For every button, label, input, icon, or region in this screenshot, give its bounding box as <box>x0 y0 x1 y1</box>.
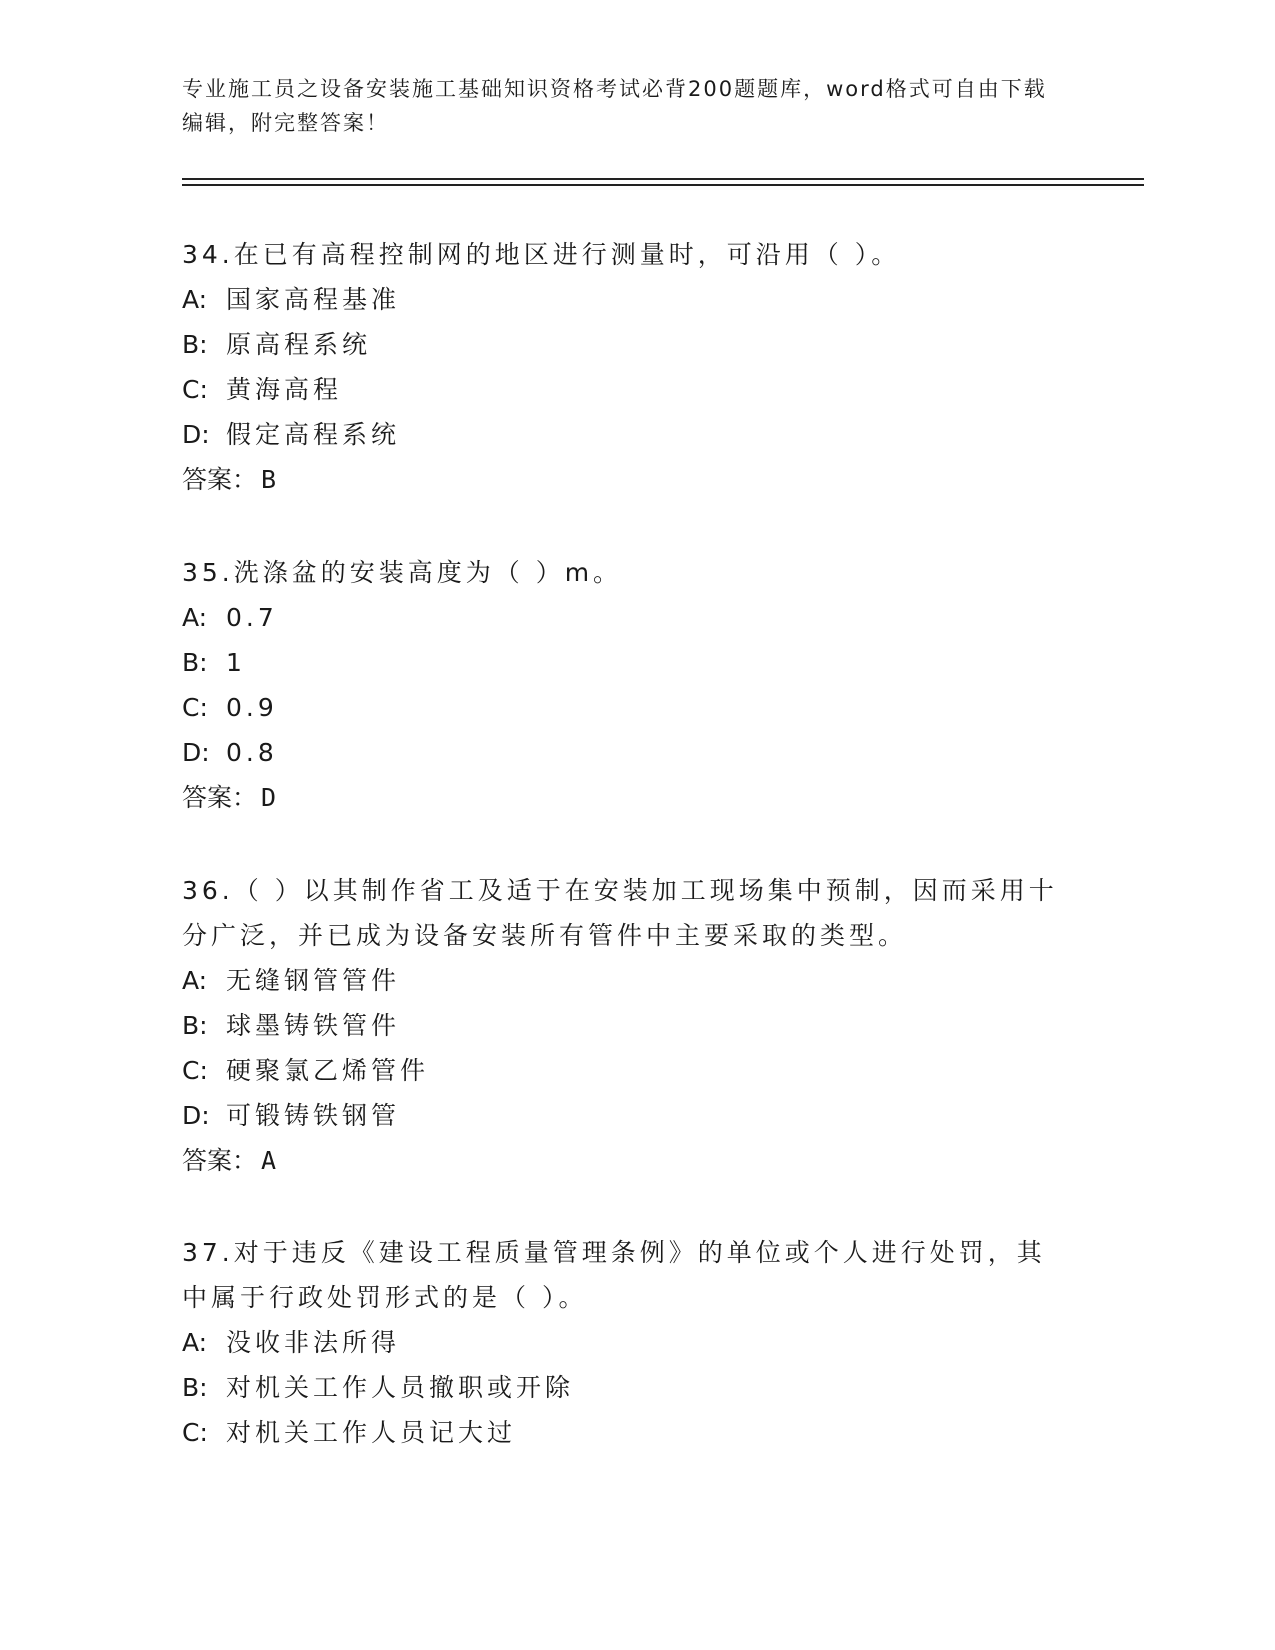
answer-line <box>182 457 1062 502</box>
answer-line <box>182 775 1062 820</box>
option-key: A: <box>182 603 208 632</box>
header-divider-bottom <box>182 184 1144 186</box>
option-text: 假定高程系统 <box>226 420 401 449</box>
option-text: 0.7 <box>226 603 278 632</box>
option-text: 可锻铸铁钢管 <box>226 1101 401 1130</box>
option-text: 对机关工作人员记大过 <box>226 1418 517 1447</box>
option-a <box>182 595 1062 640</box>
option-a <box>182 1320 1062 1365</box>
question-34 <box>182 232 1062 502</box>
option-key: C: <box>182 693 208 722</box>
option-text: 无缝钢管管件 <box>226 966 401 995</box>
answer-line <box>182 1138 1062 1183</box>
option-a <box>182 958 1062 1003</box>
option-key: D: <box>182 420 210 449</box>
option-c <box>182 685 1062 730</box>
answer-label: 答案： <box>182 783 258 812</box>
option-c <box>182 1048 1062 1093</box>
option-d <box>182 1093 1062 1138</box>
header-divider-top <box>182 178 1144 180</box>
option-b <box>182 322 1062 367</box>
option-text: 0.9 <box>226 693 278 722</box>
option-text: 国家高程基准 <box>226 285 401 314</box>
option-b <box>182 1365 1062 1410</box>
option-b <box>182 1003 1062 1048</box>
option-text: 硬聚氯乙烯管件 <box>226 1056 430 1085</box>
option-b <box>182 640 1062 685</box>
question-stem: 36.（ ）以其制作省工及适于在安装加工现场集中预制，因而采用十分广泛，并已成为设备安装所有管件中主要采取的类型。 <box>182 876 1058 950</box>
question-35 <box>182 550 1062 820</box>
option-d <box>182 730 1062 775</box>
question-stem: 37.对于违反《建设工程质量管理条例》的单位或个人进行处罚，其中属于行政处罚形式的是（ ）。 <box>182 1238 1046 1312</box>
option-d <box>182 412 1062 457</box>
answer-value: D <box>261 783 277 812</box>
answer-label: 答案： <box>182 1146 258 1175</box>
document-header: 专业施工员之设备安装施工基础知识资格考试必背200题题库，word格式可自由下载编辑，附完整答案！ <box>182 77 1047 135</box>
question-stem: 34.在已有高程控制网的地区进行测量时，可沿用（ ）。 <box>182 240 901 269</box>
option-key: B: <box>182 1373 208 1402</box>
option-key: C: <box>182 1056 208 1085</box>
option-key: D: <box>182 738 210 767</box>
question-stem: 35.洗涤盆的安装高度为（ ）m。 <box>182 558 623 587</box>
option-text: 黄海高程 <box>226 375 343 404</box>
option-text: 原高程系统 <box>226 330 372 359</box>
option-text: 0.8 <box>226 738 278 767</box>
answer-value: B <box>261 465 277 494</box>
option-key: C: <box>182 375 208 404</box>
answer-label: 答案： <box>182 465 258 494</box>
option-key: B: <box>182 1011 208 1040</box>
answer-value: A <box>261 1146 277 1175</box>
option-text: 1 <box>226 648 246 677</box>
option-a <box>182 277 1062 322</box>
option-key: A: <box>182 285 208 314</box>
option-key: B: <box>182 648 208 677</box>
option-key: C: <box>182 1418 208 1447</box>
option-key: B: <box>182 330 208 359</box>
option-key: A: <box>182 1328 208 1357</box>
option-c <box>182 367 1062 412</box>
option-key: A: <box>182 966 208 995</box>
option-text: 对机关工作人员撤职或开除 <box>226 1373 575 1402</box>
option-c <box>182 1410 1062 1455</box>
option-text: 球墨铸铁管件 <box>226 1011 401 1040</box>
option-text: 没收非法所得 <box>226 1328 401 1357</box>
question-37 <box>182 1230 1062 1455</box>
question-36 <box>182 868 1062 1183</box>
option-key: D: <box>182 1101 210 1130</box>
